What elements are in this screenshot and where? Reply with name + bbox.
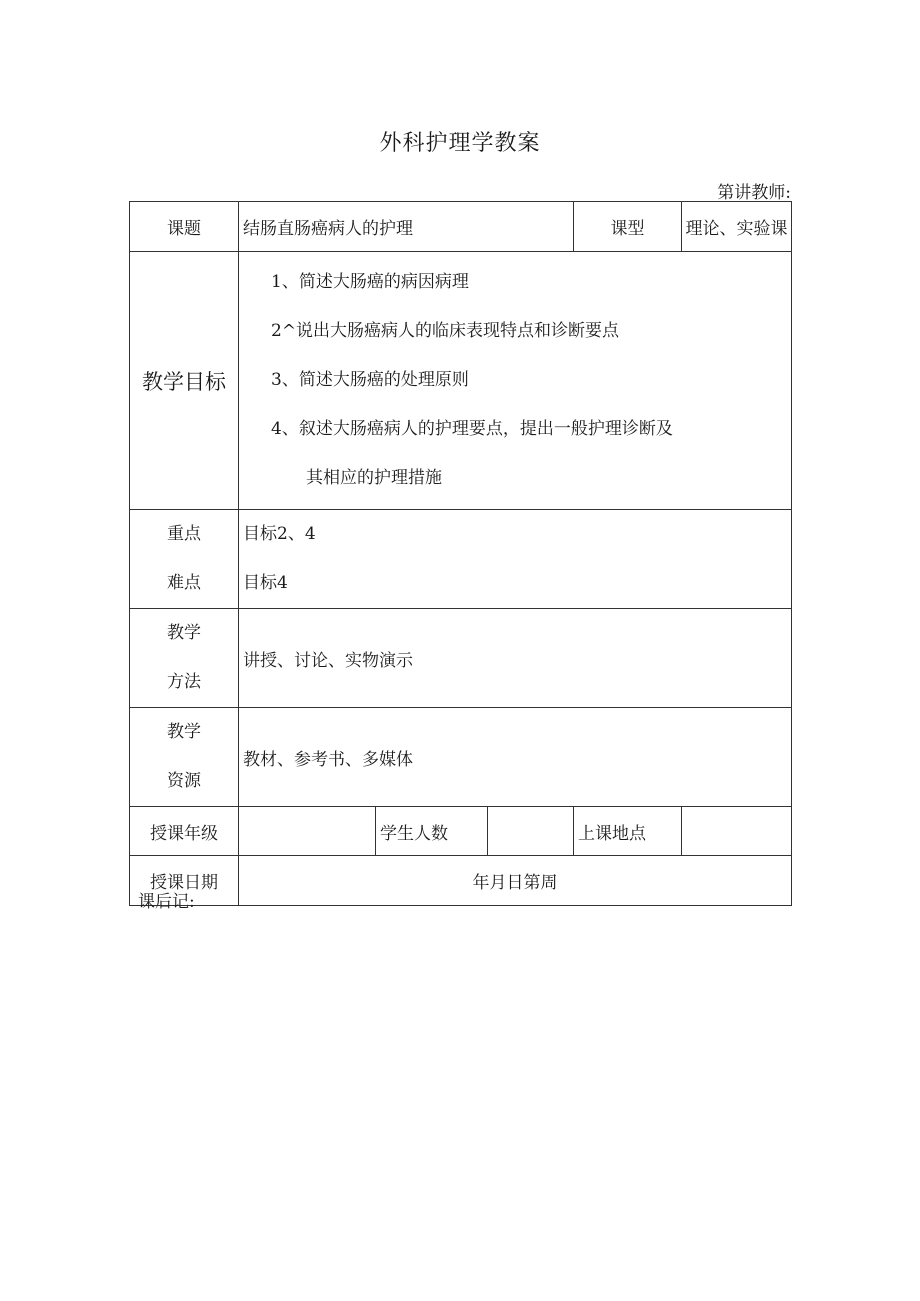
lesson-plan-table [129, 201, 792, 906]
key-value: 目标2、4 [243, 524, 316, 544]
topic-value: 结肠直肠癌病人的护理 [239, 202, 574, 252]
date-value: 年月日第周 [239, 856, 792, 906]
location-label: 上课地点 [574, 807, 682, 856]
method-label-line: 教学 [167, 623, 201, 643]
objective-item: 3、简述大肠癌的处理原则 [271, 370, 469, 390]
resource-label-line: 教学 [167, 722, 201, 742]
grade-label: 授课年级 [130, 807, 239, 856]
method-label [130, 609, 239, 708]
method-value: 讲授、讨论、实物演示 [239, 609, 792, 708]
objective-item: 4、叙述大肠癌病人的护理要点，提出一般护理诊断及 [271, 419, 673, 439]
objectives-list [239, 252, 792, 510]
class-info-row [130, 807, 792, 856]
page-title: 外科护理学教案 [379, 131, 541, 156]
objective-item: 2^说出大肠癌病人的临床表现特点和诊断要点 [271, 321, 620, 341]
resource-row [130, 708, 792, 807]
method-row [130, 609, 792, 708]
topic-label: 课题 [130, 202, 239, 252]
key-label: 重点 [167, 524, 201, 544]
students-value [488, 807, 574, 856]
date-label: 授课日期 [130, 856, 239, 906]
objectives-row [130, 252, 792, 510]
resource-value: 教材、参考书、多媒体 [239, 708, 792, 807]
date-row [130, 856, 792, 906]
resource-label-line: 资源 [167, 771, 201, 791]
method-label-line: 方法 [167, 672, 201, 692]
topic-row [130, 202, 792, 252]
type-label: 课型 [574, 202, 682, 252]
grade-value [239, 807, 376, 856]
teacher-label: 第讲教师: [717, 183, 791, 203]
students-label: 学生人数 [376, 807, 488, 856]
difficult-label: 难点 [167, 573, 201, 593]
key-difficult-row [130, 510, 792, 609]
after-class-note-label: 课后记: [138, 892, 195, 912]
type-value: 理论、实验课 [682, 202, 792, 252]
difficult-value: 目标4 [243, 573, 288, 593]
location-value [682, 807, 792, 856]
objectives-label: 教学目标 [130, 252, 239, 510]
key-difficult-labels [130, 510, 239, 609]
resource-label [130, 708, 239, 807]
objective-item: 其相应的护理措施 [306, 468, 442, 488]
key-difficult-values [239, 510, 792, 609]
objective-item: 1、简述大肠癌的病因病理 [271, 272, 469, 292]
